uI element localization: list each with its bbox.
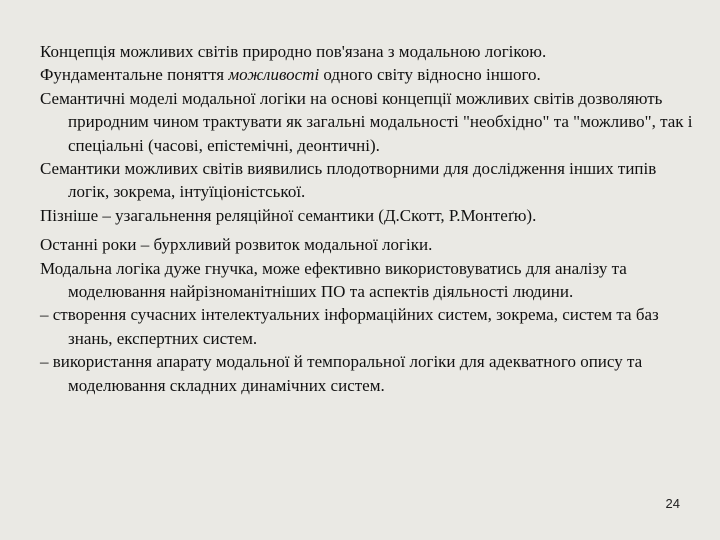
paragraph-modal-logic-flexibility: Модальна логіка дуже гнучка, може ефективно використовуватись для аналізу та моделювання найрізноманітніших ПО та аспектів діяльності людини. <box>40 258 627 302</box>
paragraph-possible-worlds-semantics: Семантики можливих світів виявились плодотворними для дослідження інших типів логік, зокрема, інтуїціоністської. <box>40 159 657 202</box>
paragraph-fundamental-concept-start: Фундаментальне поняття <box>40 65 229 85</box>
paragraph-relational-semantics: Пізніше – узагальнення реляційної семантики (Д.Скотт, Р.Монтеґю). <box>40 205 537 225</box>
paragraph-possible-worlds-modal-logic: Концепція можливих світів природно пов'язана з модальною логікою. <box>40 42 547 61</box>
paragraph-fundamental-concept-end: одного світу відносно іншого. <box>319 65 541 85</box>
paragraph-fundamental-concept <box>40 63 700 86</box>
paragraph-intelligent-systems: – створення сучасних інтелектуальних інформаційних систем, зокрема, систем та баз знань, експертних систем. <box>40 305 659 348</box>
paragraph-dynamic-systems: – використання апарату модальної й темпоральної логіки для адекватного опису та моделювання складних динамічних систем. <box>40 352 643 395</box>
italic-term-possibility: можливості <box>228 65 320 85</box>
paragraph-recent-years: Останні роки – бурхливий розвиток модальної логіки. <box>40 235 433 255</box>
slide-body <box>40 40 700 397</box>
page-number: 24 <box>665 496 680 511</box>
paragraph-semantic-models: Семантичні моделі модальної логіки на основі концепції можливих світів дозволяють природним чином трактувати як загальні модальності "необхідно" та "можливо", так і спеціальні (часові, епістемічні, деонтичні). <box>40 88 693 155</box>
